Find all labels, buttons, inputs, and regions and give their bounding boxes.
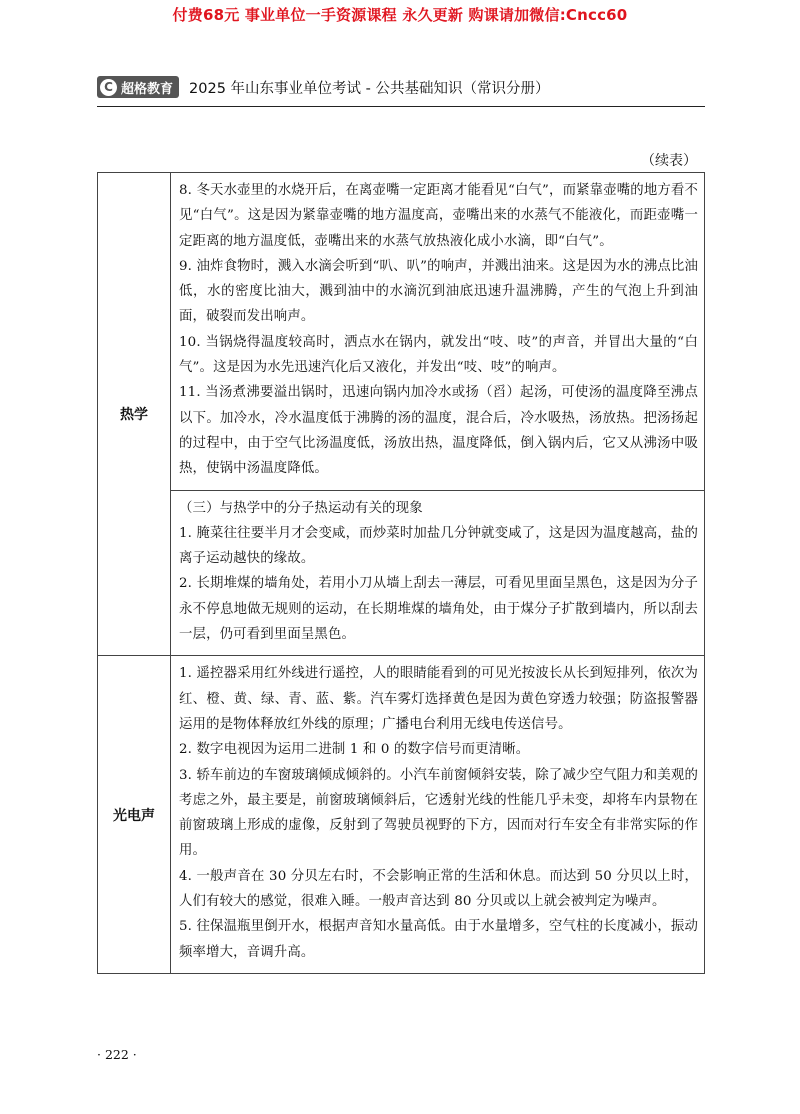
paragraph: 4. 一般声音在 30 分贝左右时，不会影响正常的生活和休息。而达到 50 分贝以上时，人们有较大的感觉，很难入睡。一般声音达到 80 分贝或以上就会被判定为噪声。 <box>179 868 698 910</box>
promo-banner: 付费68元 事业单位一手资源课程 永久更新 购课请加微信:Cncc60 <box>172 6 628 24</box>
paragraph: 5. 往保温瓶里倒开水，根据声音知水量高低。由于水量增多，空气柱的长度减小，振动频率增大，音调升高。 <box>179 919 698 960</box>
content-cell <box>171 490 705 656</box>
logo-mark-icon: C <box>100 79 117 96</box>
publisher-logo <box>97 76 179 98</box>
paragraph: 2. 长期堆煤的墙角处，若用小刀从墙上刮去一薄层，可看见里面呈黑色，这是因为分子永不停息地做无规则的运动，在长期堆煤的墙角处，由于煤分子扩散到墙内，所以刮去一层，仍可看到里面呈黑色。 <box>179 576 698 643</box>
continued-label: （续表） <box>641 153 697 169</box>
paragraph: 9. 油炸食物时，溅入水滴会听到“叭、叭”的响声，并溅出油来。这是因为水的沸点比油低，水的密度比油大，溅到油中的水滴沉到油底迅速升温沸腾，产生的气泡上升到油面，破裂而发出响声。 <box>179 258 698 325</box>
paragraph: 2. 数字电视因为运用二进制 1 和 0 的数字信号而更清晰。 <box>179 742 530 758</box>
paragraph: 10. 当锅烧得温度较高时，洒点水在锅内，就发出“吱、吱”的声音，并冒出大量的“白气”。这是因为水先迅速汽化后又液化，并发出“吱、吱”的响声。 <box>179 334 698 376</box>
category-cell: 热学 <box>98 173 171 656</box>
page-header <box>97 74 705 100</box>
book-title: 2025 年山东事业单位考试 - 公共基础知识（常识分册） <box>189 80 550 97</box>
paragraph: 3. 轿车前边的车窗玻璃倾成倾斜的。小汽车前窗倾斜安装，除了减少空气阻力和美观的考虑之外，最主要是，前窗玻璃倾斜后，它透射光线的性能几乎未变，却将车内景物在前窗玻璃上形成的虚像，反射到了驾驶员视野的下方，因而对行车安全有非常实际的作用。 <box>179 767 698 859</box>
knowledge-table <box>97 172 705 974</box>
content-cell <box>171 173 705 491</box>
category-cell: 光电声 <box>98 656 171 974</box>
header-divider <box>97 106 705 107</box>
page-number: · 222 · <box>97 1047 137 1062</box>
section-heading: （三）与热学中的分子热运动有关的现象 <box>179 500 423 516</box>
paragraph: 8. 冬天水壶里的水烧开后，在离壶嘴一定距离才能看见“白气”，而紧靠壶嘴的地方看不见“白气”。这是因为紧靠壶嘴的地方温度高，壶嘴出来的水蒸气不能液化，而距壶嘴一定距离的地方温度低，壶嘴出来的水蒸气放热液化成小水滴，即“白气”。 <box>179 183 698 249</box>
paragraph: 1. 遥控器采用红外线进行遥控，人的眼睛能看到的可见光按波长从长到短排列，依次为红、橙、黄、绿、青、蓝、紫。汽车雾灯选择黄色是因为黄色穿透力较强；防盗报警器运用的是物体释放红外线的原理；广播电台利用无线电传送信号。 <box>179 666 698 732</box>
paragraph: 11. 当汤煮沸要溢出锅时，迅速向锅内加冷水或扬（舀）起汤，可使汤的温度降至沸点以下。加冷水，冷水温度低于沸腾的汤的温度，混合后，冷水吸热，汤放热。把汤扬起的过程中，由于空气比汤温度低，汤放出热，温度降低，倒入锅内后，它又从沸汤中吸热，使锅中汤温度降低。 <box>179 385 698 477</box>
paragraph: 1. 腌菜往往要半月才会变咸，而炒菜时加盐几分钟就变咸了，这是因为温度越高，盐的离子运动越快的缘故。 <box>179 525 698 567</box>
content-cell <box>171 656 705 974</box>
table-row <box>98 490 705 656</box>
table-row <box>98 173 705 491</box>
table-row <box>98 656 705 974</box>
logo-text: 超格教育 <box>121 81 174 97</box>
